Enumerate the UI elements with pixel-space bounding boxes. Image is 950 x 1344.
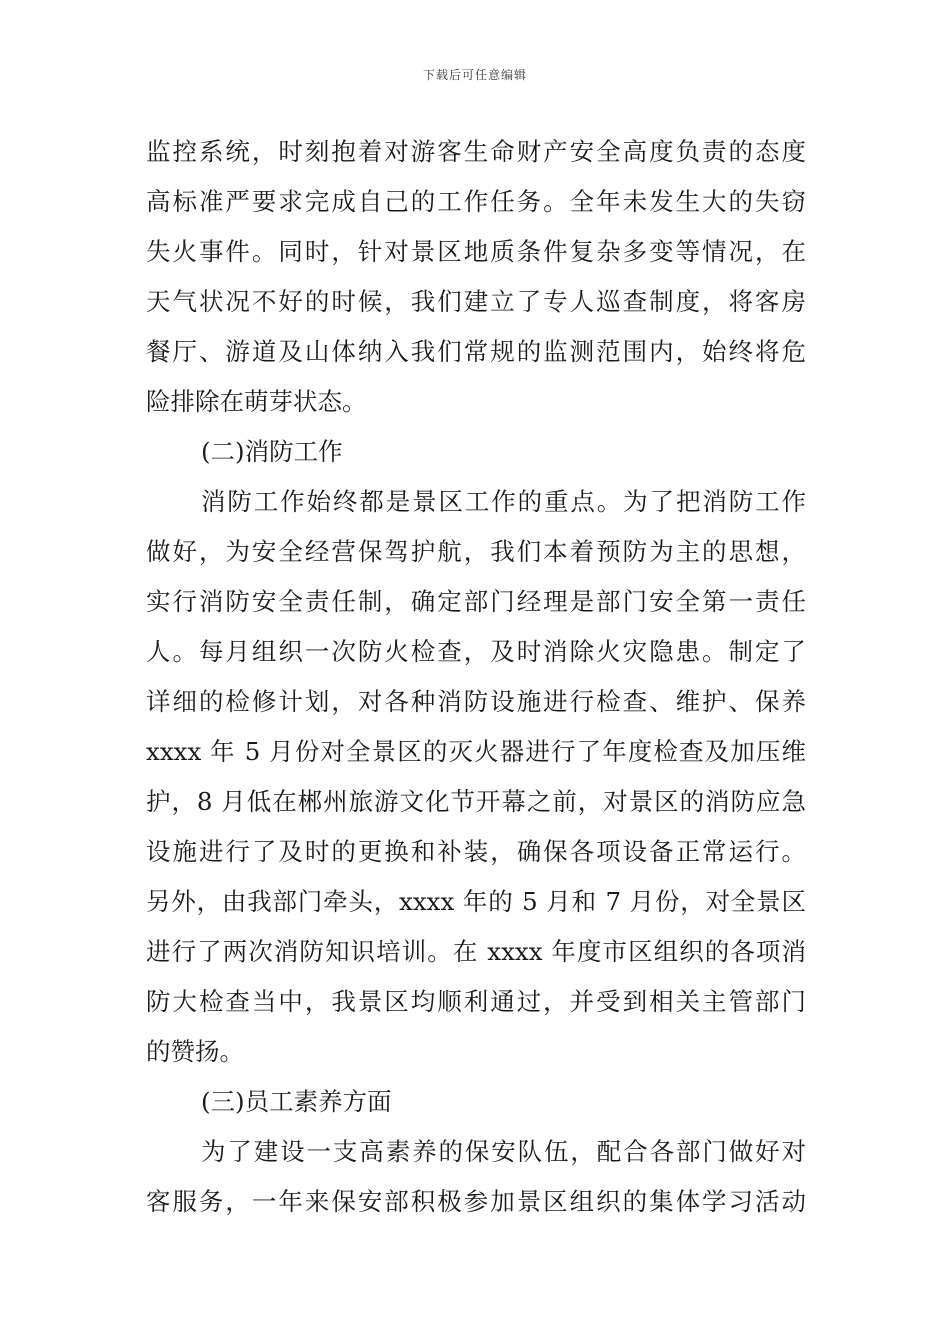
header-note: 下载后可任意编辑 bbox=[422, 68, 527, 82]
body-text bbox=[146, 127, 806, 1227]
paragraph-line: 险排除在萌芽状态。 bbox=[146, 387, 367, 416]
paragraph-line: 护，8 月低在郴州旅游文化节开幕之前，对景区的消防应急 bbox=[146, 787, 806, 816]
paragraph-line: 进行了两次消防知识培训。在 xxxx 年度市区组织的各项消 bbox=[146, 937, 806, 966]
paragraph-line: 高标准严要求完成自己的工作任务。全年未发生大的失窃 bbox=[146, 187, 806, 216]
paragraph-line: 详细的检修计划，对各种消防设施进行检查、维护、保养 bbox=[146, 687, 806, 716]
paragraph-line: 人。每月组织一次防火检查，及时消除火灾隐患。制定了 bbox=[146, 637, 806, 666]
paragraph-line: 为了建设一支高素养的保安队伍，配合各部门做好对 bbox=[201, 1137, 806, 1166]
paragraph-line: 监控系统，时刻抱着对游客生命财产安全高度负责的态度 bbox=[146, 137, 806, 166]
paragraph-line: 另外，由我部门牵头，xxxx 年的 5 月和 7 月份，对全景区 bbox=[146, 887, 806, 916]
paragraph-line: 失火事件。同时，针对景区地质条件复杂多变等情况，在 bbox=[146, 237, 806, 266]
paragraph-line: 消防工作始终都是景区工作的重点。为了把消防工作 bbox=[201, 487, 806, 516]
paragraph-line: 客服务，一年来保安部积极参加景区组织的集体学习活动 bbox=[146, 1187, 806, 1216]
paragraph-line: 的赞扬。 bbox=[146, 1037, 244, 1066]
paragraph-line: 做好，为安全经营保驾护航，我们本着预防为主的思想， bbox=[146, 537, 806, 566]
paragraph-line: xxxx 年 5 月份对全景区的灭火器进行了年度检查及加压维 bbox=[146, 737, 806, 766]
paragraph-line: 餐厅、游道及山体纳入我们常规的监测范围内，始终将危 bbox=[146, 337, 806, 366]
paragraph-line: 实行消防安全责任制，确定部门经理是部门安全第一责任 bbox=[146, 587, 806, 616]
paragraph-line: 防大检查当中，我景区均顺利通过，并受到相关主管部门 bbox=[146, 987, 806, 1016]
section-heading: (三)员工素养方面 bbox=[201, 1087, 392, 1116]
paragraph-line: 天气状况不好的时候，我们建立了专人巡查制度，将客房 bbox=[146, 287, 806, 316]
section-heading: (二)消防工作 bbox=[201, 437, 343, 466]
paragraph-line: 设施进行了及时的更换和补装，确保各项设备正常运行。 bbox=[146, 837, 806, 866]
